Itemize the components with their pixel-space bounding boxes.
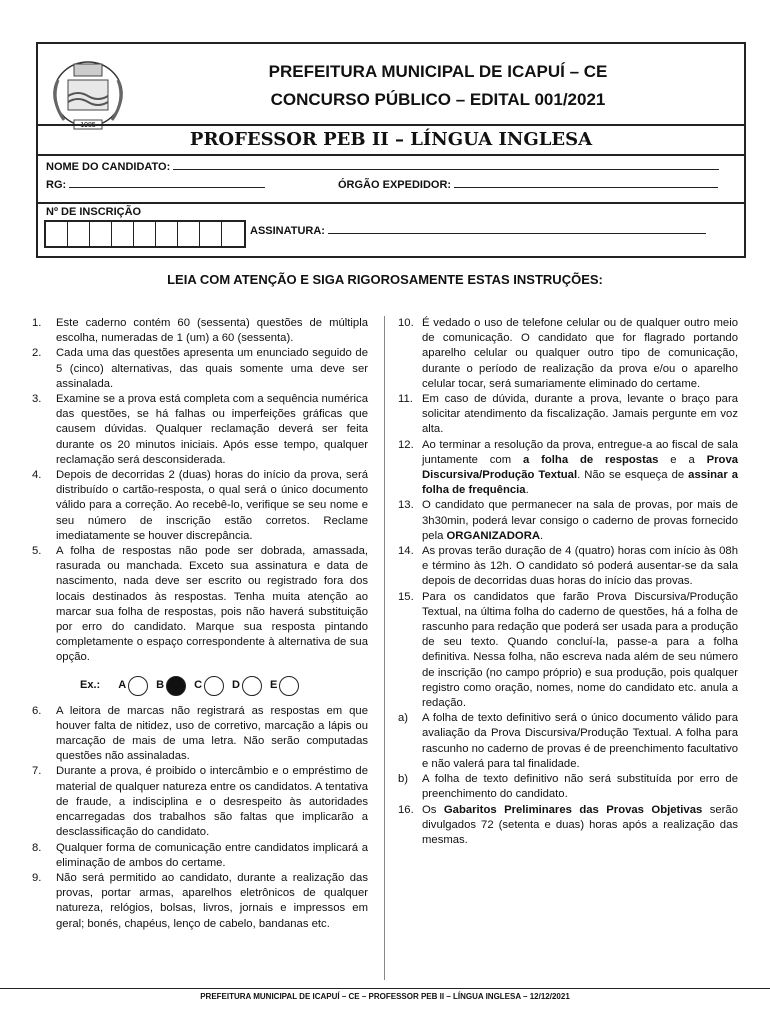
form-separator	[38, 202, 744, 204]
list-item: 13. O candidato que permanecer na sala de provas, por mais de 3h30min, poderá levar consigo o caderno de provas fornecido pela ORGANIZADORA.	[398, 499, 738, 542]
list-item: 14. As provas terão duração de 4 (quatro) horas com início às 08h e término às 12h. O candidato só poderá ausentar-se da sala depois de decorridas duas horas do início das provas.	[398, 545, 738, 588]
list-item: 11. Em caso de dúvida, durante a prova, levante o braço para solicitar atendimento da fiscalização. Jamais pergunte em voz alta.	[398, 393, 738, 436]
footer-rule	[0, 988, 770, 989]
bubble-b-filled-icon	[166, 676, 186, 696]
bubble-d-icon	[242, 676, 262, 696]
list-item: 5. A folha de respostas não pode ser dobrada, amassada, rasurada ou manchada. Exceto sua assinatura e data de nascimento, nada deve ser escrito ou registrado fora dos locais destinados às respostas. Tenha muita atenção ao marcar sua folha de respostas, pois não haverá substituição por erro do candidato. Marque sua resposta pintando completamente o espaço correspondente à alternativa de sua opção.	[32, 545, 368, 664]
list-item: 12. Ao terminar a resolução da prova, entregue-a ao fiscal de sala juntamente com a folha de respostas e a Prova Discursiva/Produção Textual. Não se esqueça de assinar a folha de frequência.	[398, 438, 739, 497]
list-item: 8. Qualquer forma de comunicação entre candidatos implicará a eliminação de ambos do certame.	[32, 841, 368, 869]
signature-field[interactable]: ASSINATURA:	[250, 224, 706, 237]
list-item: 1. Este caderno contém 60 (sessenta) questões de múltipla escolha, numeradas de 1 (um) a 60 (sessenta).	[32, 317, 368, 345]
header-frame	[36, 42, 746, 258]
candidate-name-field[interactable]: NOME DO CANDIDATO:	[46, 160, 719, 173]
list-item: 15. Para os candidatos que farão Prova Discursiva/Produção Textual, na última folha do caderno de questões, há a folha de rascunho para redação que poderá ser usada para a produção de seu texto. Quando concluí-la, passe-a para a folha definitiva. Nessa folha, não escreva nada além de seu número de inscrição (no campo próprio) e sua produção, pois qualquer registro como oração, nomes, nome do candidato etc. anula a redação.	[398, 590, 738, 710]
instructions-right-column	[398, 316, 738, 848]
registration-number-label: Nº DE INSCRIÇÃO	[46, 206, 142, 218]
list-item: 7. Durante a prova, é proibido o intercâmbio e o empréstimo de material de qualquer natureza entre os candidatos. A tentativa de fraude, a indisciplina e o desrespeito às autoridades encarregadas dos trabalhos são faltas que implicarão a desclassificação do candidato.	[32, 765, 368, 839]
position-title: PROFESSOR PEB II – LÍNGUA INGLESA	[38, 124, 744, 156]
header-title-line2: CONCURSO PÚBLICO – EDITAL 001/2021	[270, 90, 606, 109]
list-item: 16. Os Gabaritos Preliminares das Provas Objetivas serão divulgados 72 (setenta e duas) horas após a realização das mesmas.	[398, 803, 738, 846]
instructions-title: LEIA COM ATENÇÃO E SIGA RIGOROSAMENTE ESTAS INSTRUÇÕES:	[167, 272, 603, 287]
bubble-c-icon	[204, 676, 224, 696]
list-item: b) A folha de texto definitivo não será substituída por erro de preenchimento do candidato.	[398, 773, 738, 801]
list-item: 9. Não será permitido ao candidato, durante a realização das provas, portar armas, aparelhos eletrônicos de qualquer natureza, relógios, bolsas, livros, jornais e impressos em geral; bonés, chapéus, lenço de cabelo, bandanas etc.	[32, 871, 368, 930]
bubble-a-icon	[128, 676, 148, 696]
page-footer: PREFEITURA MUNICIPAL DE ICAPUÍ – CE – PROFESSOR PEB II – LÍNGUA INGLESA – 12/12/2021	[200, 992, 570, 1001]
header-title-line1: PREFEITURA MUNICIPAL DE ICAPUÍ – CE	[268, 62, 608, 81]
rg-field[interactable]: RG:	[46, 178, 265, 191]
list-item: 4. Depois de decorridas 2 (duas) horas do início da prova, será distribuído o cartão-resposta, o qual será o único documento válido para a correção. Ao recebê-lo, verifique se seu nome e seu número de inscrição estão corretos. Reclame imediatamente se houver discrepância.	[32, 469, 368, 542]
list-item: 2. Cada uma das questões apresenta um enunciado seguido de 5 (cinco) alternativas, das quais somente uma deve ser assinalada.	[32, 347, 368, 390]
bubble-e-icon	[279, 676, 299, 696]
instructions-left-column	[32, 316, 368, 932]
list-item: 10. É vedado o uso de telefone celular ou de qualquer outro meio de comunicação. O candidato que for flagrado portando aparelho celular ou qualquer outro tipo de comunicação, durante o período de realização da prova e/ou o aparelho celular tocar, será sumariamente eliminado do certame.	[398, 317, 738, 390]
list-item: a) A folha de texto definitivo será o único documento válido para avaliação da Prova Discursiva/Produção Textual. A folha para rascunho no caderno de provas é de preenchimento facultativo e não valerá para tal finalidade.	[398, 712, 738, 770]
answer-example: Ex.: A B C D E	[80, 676, 368, 696]
column-divider	[384, 316, 385, 980]
list-item: 3. Examine se a prova está completa com a sequência numérica das questões, se há falhas ou imperfeições gráficas que causem dúvidas. Qualquer reclamação deverá ser feita durante os 20 minutos iniciais. Após esse tempo, qualquer reclamação será desconsiderada.	[32, 393, 368, 466]
issuing-agency-field[interactable]: ÓRGÃO EXPEDIDOR:	[338, 178, 718, 191]
svg-text:1985: 1985	[80, 122, 96, 129]
registration-number-boxes[interactable]	[44, 220, 246, 248]
list-item: 6. A leitora de marcas não registrará as respostas em que houver falta de nitidez, uso de corretivo, marcação a lápis ou marcação de mais de uma letra. Não serão computadas questões não assinaladas.	[32, 704, 368, 763]
